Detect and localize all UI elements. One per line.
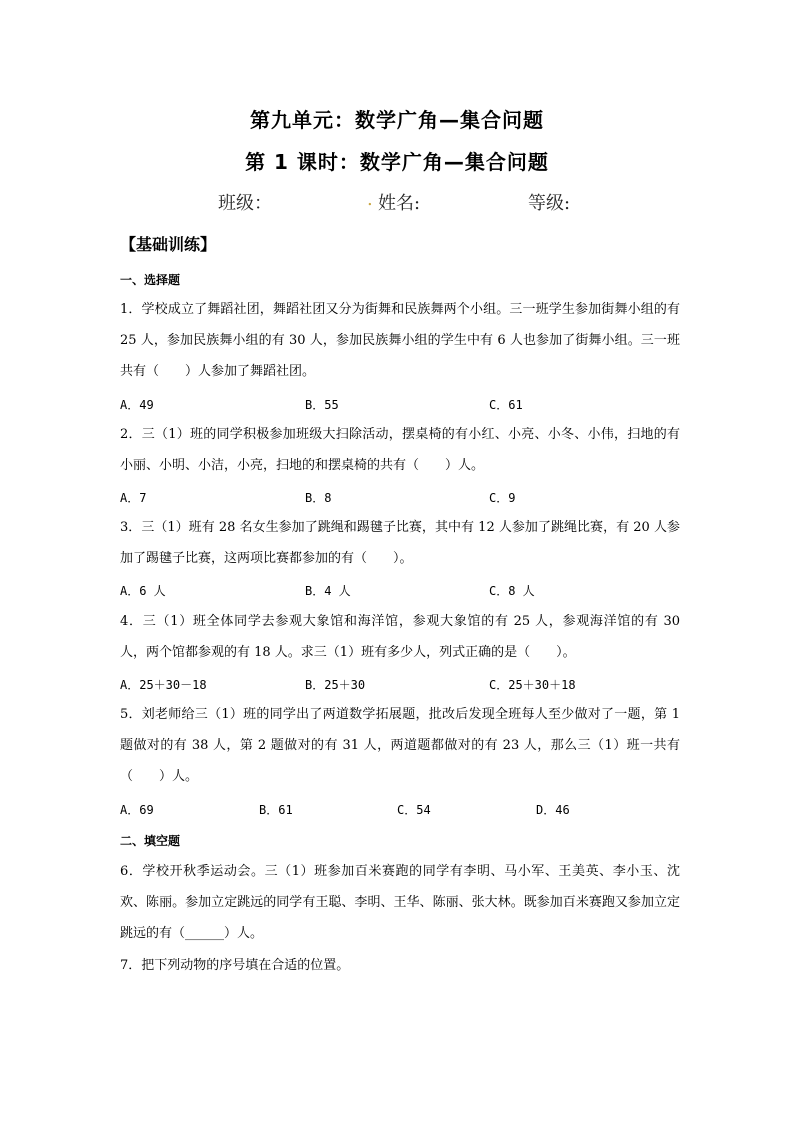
q5-option-d: D．46 <box>536 803 570 817</box>
page-subtitle: 第 1 课时：数学广角—集合问题 <box>245 150 549 174</box>
q3-option-c: C．8 人 <box>489 584 535 598</box>
q1-option-a: A．49 <box>120 398 154 412</box>
name-label: 姓名: <box>378 193 421 214</box>
question-4: 4．三（1）班全体同学去参观大象馆和海洋馆，参观大象馆的有 25 人，参观海洋馆的有 30 人，两个馆都参观的有 18 人。求三（1）班有多少人，列式正确的是（ ）。 <box>120 614 680 660</box>
page-title: 第九单元：数学广角—集合问题 <box>250 108 544 132</box>
question-3: 3．三（1）班有 28 名女生参加了跳绳和踢毽子比赛，其中有 12 人参加了跳绳比赛，有 20 人参加了踢毽子比赛，这两项比赛都参加的有（ ）。 <box>120 520 680 566</box>
q5-option-a: A．69 <box>120 803 154 817</box>
grade-label: 等级: <box>528 193 571 214</box>
section-fill-in-blank: 二、填空题 <box>120 834 181 848</box>
question-5: 5．刘老师给三（1）班的同学出了两道数学拓展题，批改后发现全班每人至少做对了一题，第 1 题做对的有 38 人，第 2 题做对的有 31 人，两道题都做对的有 23 人，那么三（1）班一共有（ ）人。 <box>120 707 680 784</box>
section-basic-training: 【基础训练】 <box>120 235 217 254</box>
q2-option-c: C．9 <box>489 491 516 505</box>
q1-option-c: C．61 <box>489 398 523 412</box>
section-multiple-choice: 一、选择题 <box>120 273 181 287</box>
q3-option-b: B．4 人 <box>305 584 351 598</box>
q5-option-b: B．61 <box>259 803 293 817</box>
q2-option-b: B．8 <box>305 491 332 505</box>
q4-option-a: A．25＋30－18 <box>120 678 207 692</box>
q4-option-c: C．25＋30＋18 <box>489 678 576 692</box>
q1-option-b: B．55 <box>305 398 339 412</box>
q2-option-a: A．7 <box>120 491 147 505</box>
q3-option-a: A．6 人 <box>120 584 166 598</box>
question-7: 7．把下列动物的序号填在合适的位置。 <box>120 958 350 973</box>
question-1: 1．学校成立了舞蹈社团，舞蹈社团又分为街舞和民族舞两个小组。三一班学生参加街舞小组的有 25 人，参加民族舞小组的有 30 人，参加民族舞小组的学生中有 6 人也参加了街舞小组。三一班共有（ ）人参加了舞蹈社团。 <box>120 302 680 379</box>
q5-option-c: C．54 <box>397 803 431 817</box>
question-2: 2．三（1）班的同学积极参加班级大扫除活动，摆桌椅的有小红、小亮、小冬、小伟，扫地的有小丽、小明、小洁，小亮，扫地的和摆桌椅的共有（ ）人。 <box>120 427 680 473</box>
question-6: 6．学校开秋季运动会。三（1）班参加百米赛跑的同学有李明、马小军、王美英、李小玉、沈欢、陈丽。参加立定跳远的同学有王聪、李明、王华、陈丽、张大林。既参加百米赛跑又参加立定跳远的有（______）人。 <box>120 864 680 941</box>
dot-mark: . <box>367 189 373 210</box>
q4-option-b: B．25＋30 <box>305 678 366 692</box>
class-label: 班级： <box>218 193 272 214</box>
